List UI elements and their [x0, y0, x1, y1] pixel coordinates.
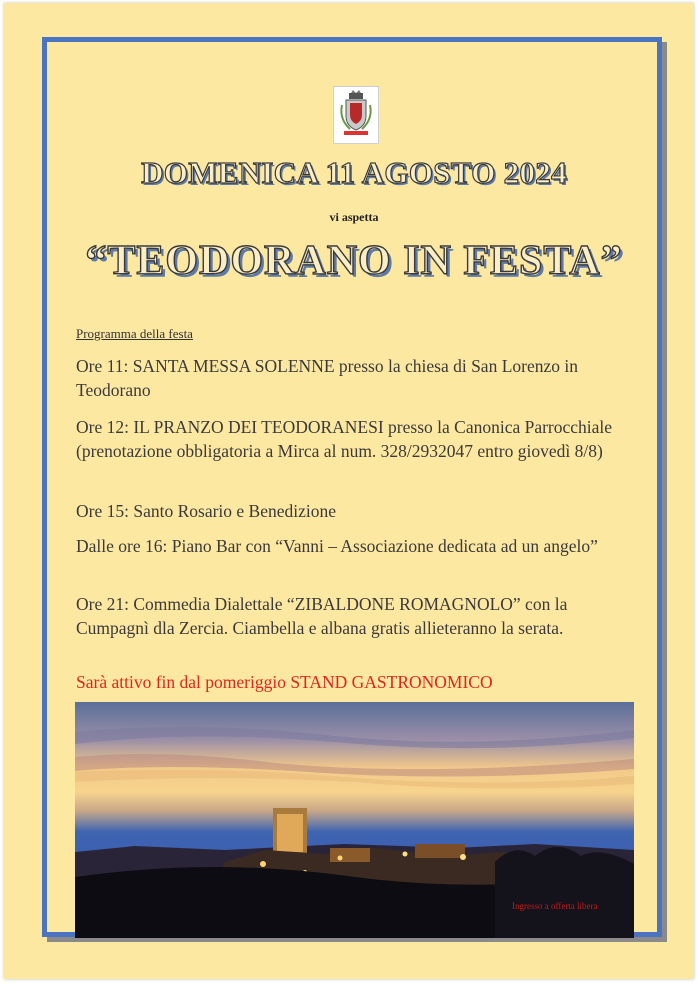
event-title: “TEODORANO IN FESTA” — [85, 238, 623, 284]
program-item: Ore 21: Commedia Dialettale “ZIBALDONE ROMAGNOLO” con la Cumpagnì dla Zercia. Ciambella e albana gratis allieteranno la serata. — [76, 594, 568, 638]
entry-donation-caption: Ingresso a offerta libera — [512, 901, 598, 911]
program-heading: Programma della festa — [76, 326, 193, 341]
program-item: Ore 11: SANTA MESSA SOLENNE presso la chiesa di San Lorenzo in Teodorano — [76, 356, 578, 400]
invite-text: vi aspetta — [329, 210, 379, 224]
event-date-heading: DOMENICA 11 AGOSTO 2024 — [141, 155, 567, 190]
food-stand-note: Sarà attivo fin dal pomeriggio STAND GASTRONOMICO — [76, 672, 493, 692]
program-item: Ore 12: IL PRANZO DEI TEODORANESI presso la Canonica Parrocchiale (prenotazione obbligatoria a Mirca al num. 328/2932047 entro giovedì 8/8) — [76, 417, 613, 461]
program-item: Ore 15: Santo Rosario e Benedizione — [76, 501, 337, 521]
municipal-crest-icon — [333, 86, 379, 144]
program-item: Dalle ore 16: Piano Bar con “Vanni – Associazione dedicata ad un angelo” — [76, 536, 598, 556]
poster-page — [4, 3, 694, 979]
